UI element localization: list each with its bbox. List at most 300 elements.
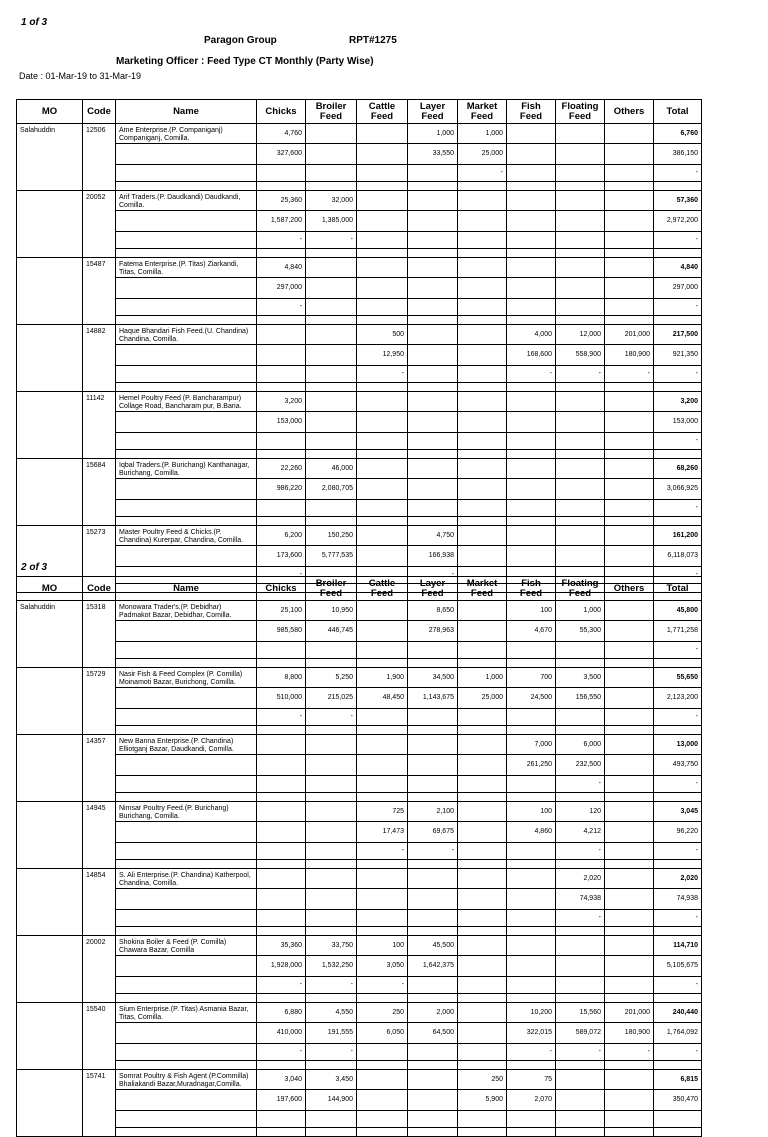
column-header: Broiler Feed xyxy=(306,577,357,601)
column-header: Layer Feed xyxy=(408,100,458,124)
table-row xyxy=(17,956,702,977)
mo-cell xyxy=(17,735,83,802)
value-cell xyxy=(357,211,408,232)
value-cell: 4,760 xyxy=(257,124,306,144)
spacer-cell xyxy=(654,927,702,936)
spacer-cell xyxy=(507,517,556,526)
value-cell xyxy=(556,165,605,182)
spacer-cell xyxy=(556,726,605,735)
table-row xyxy=(17,258,702,278)
value-cell xyxy=(458,299,507,316)
value-cell: 4,212 xyxy=(556,822,605,843)
spacer-cell xyxy=(408,793,458,802)
value-cell: 250 xyxy=(458,1070,507,1090)
value-cell xyxy=(507,709,556,726)
value-cell: 168,600 xyxy=(507,345,556,366)
value-cell xyxy=(458,735,507,755)
column-header: Code xyxy=(83,100,116,124)
value-cell: 3,050 xyxy=(357,956,408,977)
value-cell: 1,642,375 xyxy=(408,956,458,977)
spacer-cell xyxy=(408,1061,458,1070)
value-cell xyxy=(357,165,408,182)
value-cell: 297,000 xyxy=(257,278,306,299)
total-cell: - xyxy=(654,366,702,383)
value-cell xyxy=(507,392,556,412)
spacer-cell xyxy=(458,182,507,191)
value-cell xyxy=(408,325,458,345)
value-cell xyxy=(257,325,306,345)
value-cell xyxy=(605,433,654,450)
column-header: Others xyxy=(605,577,654,601)
spacer-cell xyxy=(257,793,306,802)
value-cell xyxy=(507,843,556,860)
spacer-cell xyxy=(605,249,654,258)
value-cell: 446,745 xyxy=(306,621,357,642)
name-blank-cell xyxy=(116,1111,257,1128)
name-blank-cell xyxy=(116,433,257,450)
value-cell: 4,550 xyxy=(306,1003,357,1023)
column-header: Market Feed xyxy=(458,100,507,124)
value-cell xyxy=(507,412,556,433)
name-blank-cell xyxy=(116,345,257,366)
table-row xyxy=(17,910,702,927)
value-cell xyxy=(507,165,556,182)
party-name-cell: Sium Enterprise.(P. Titas) Asmania Bazar, Titas, Comilla. xyxy=(116,1003,257,1023)
value-cell xyxy=(556,191,605,211)
name-blank-cell xyxy=(116,479,257,500)
value-cell xyxy=(408,278,458,299)
value-cell xyxy=(357,735,408,755)
value-cell xyxy=(605,910,654,927)
table-header-row xyxy=(17,100,702,124)
name-blank-cell xyxy=(116,910,257,927)
value-cell: 589,072 xyxy=(556,1023,605,1044)
value-cell xyxy=(357,299,408,316)
value-cell xyxy=(458,1111,507,1128)
value-cell xyxy=(458,709,507,726)
value-cell xyxy=(408,709,458,726)
value-cell: - xyxy=(556,776,605,793)
table-row xyxy=(17,668,702,688)
value-cell: 69,675 xyxy=(408,822,458,843)
party-name-cell: Haque Bhandari Fish Feed.(U. Chandina) Chandina, Comilla. xyxy=(116,325,257,345)
value-cell xyxy=(458,500,507,517)
value-cell xyxy=(605,642,654,659)
table-row xyxy=(17,1111,702,1128)
spacer-cell xyxy=(408,1128,458,1137)
spacer-cell xyxy=(357,860,408,869)
column-header: Fish Feed xyxy=(507,577,556,601)
value-cell: 5,777,535 xyxy=(306,546,357,567)
spacer-cell xyxy=(654,316,702,325)
value-cell: 34,500 xyxy=(408,668,458,688)
page-number: 2 of 3 xyxy=(21,562,48,573)
total-cell: 55,650 xyxy=(654,668,702,688)
value-cell: - xyxy=(605,366,654,383)
value-cell xyxy=(306,869,357,889)
code-cell: 15318 xyxy=(83,601,116,668)
spacer-cell xyxy=(654,726,702,735)
value-cell xyxy=(257,165,306,182)
value-cell xyxy=(556,479,605,500)
value-cell: 6,000 xyxy=(556,735,605,755)
value-cell xyxy=(458,910,507,927)
total-cell: 921,350 xyxy=(654,345,702,366)
spacer-cell xyxy=(116,860,257,869)
value-cell: 46,000 xyxy=(306,459,357,479)
value-cell: 197,600 xyxy=(257,1090,306,1111)
value-cell xyxy=(556,433,605,450)
name-blank-cell xyxy=(116,144,257,165)
value-cell: 166,938 xyxy=(408,546,458,567)
value-cell xyxy=(306,843,357,860)
value-cell xyxy=(605,232,654,249)
value-cell xyxy=(507,977,556,994)
name-blank-cell xyxy=(116,956,257,977)
column-header: Broiler Feed xyxy=(306,100,357,124)
spacer-cell xyxy=(507,316,556,325)
value-cell xyxy=(306,642,357,659)
total-cell: 96,220 xyxy=(654,822,702,843)
spacer-cell xyxy=(357,182,408,191)
total-cell: 6,118,073 xyxy=(654,546,702,567)
spacer-cell xyxy=(306,517,357,526)
column-header: MO xyxy=(17,100,83,124)
value-cell xyxy=(605,299,654,316)
total-cell: - xyxy=(654,977,702,994)
table-row xyxy=(17,165,702,182)
spacer-cell xyxy=(257,316,306,325)
value-cell: 278,963 xyxy=(408,621,458,642)
column-header: Name xyxy=(116,100,257,124)
value-cell: - xyxy=(605,1044,654,1061)
spacer-cell xyxy=(357,994,408,1003)
value-cell xyxy=(257,843,306,860)
mo-cell xyxy=(17,459,83,526)
mo-cell xyxy=(17,802,83,869)
value-cell xyxy=(458,936,507,956)
value-cell: 2,000 xyxy=(408,1003,458,1023)
spacer-cell xyxy=(458,726,507,735)
spacer-cell xyxy=(357,383,408,392)
party-spacer-row xyxy=(17,927,702,936)
mo-cell xyxy=(17,668,83,735)
value-cell xyxy=(605,546,654,567)
party-spacer-row xyxy=(17,450,702,459)
spacer-cell xyxy=(507,927,556,936)
report-subtitle: Marketing Officer : Feed Type CT Monthly (Party Wise) xyxy=(116,56,374,67)
value-cell xyxy=(357,433,408,450)
value-cell xyxy=(507,526,556,546)
spacer-cell xyxy=(357,659,408,668)
column-header: Chicks xyxy=(257,100,306,124)
value-cell xyxy=(458,956,507,977)
value-cell xyxy=(458,843,507,860)
spacer-cell xyxy=(408,659,458,668)
value-cell: 12,000 xyxy=(556,325,605,345)
value-cell xyxy=(306,325,357,345)
value-cell xyxy=(257,1111,306,1128)
value-cell: 250 xyxy=(357,1003,408,1023)
spacer-cell xyxy=(458,927,507,936)
value-cell: 6,050 xyxy=(357,1023,408,1044)
table-row xyxy=(17,1044,702,1061)
code-cell: 15273 xyxy=(83,526,116,593)
spacer-cell xyxy=(257,1128,306,1137)
value-cell: - xyxy=(257,1044,306,1061)
table-row xyxy=(17,1003,702,1023)
value-cell xyxy=(257,822,306,843)
spacer-cell xyxy=(654,450,702,459)
mo-cell: Salahuddin xyxy=(17,601,83,668)
mo-cell xyxy=(17,258,83,325)
value-cell: - xyxy=(306,709,357,726)
spacer-cell xyxy=(556,793,605,802)
value-cell: 1,000 xyxy=(556,601,605,621)
value-cell xyxy=(357,479,408,500)
mo-cell xyxy=(17,325,83,392)
value-cell xyxy=(357,124,408,144)
total-cell: 493,750 xyxy=(654,755,702,776)
value-cell xyxy=(605,668,654,688)
value-cell xyxy=(458,412,507,433)
value-cell xyxy=(605,802,654,822)
value-cell: 2,070 xyxy=(507,1090,556,1111)
value-cell xyxy=(507,546,556,567)
spacer-cell xyxy=(257,860,306,869)
table-row xyxy=(17,325,702,345)
value-cell: - xyxy=(306,232,357,249)
value-cell: 700 xyxy=(507,668,556,688)
value-cell xyxy=(605,124,654,144)
value-cell xyxy=(408,1070,458,1090)
value-cell: 10,200 xyxy=(507,1003,556,1023)
value-cell xyxy=(605,211,654,232)
code-cell: 15684 xyxy=(83,459,116,526)
value-cell xyxy=(556,299,605,316)
spacer-cell xyxy=(357,316,408,325)
value-cell: 1,000 xyxy=(408,124,458,144)
code-cell: 15741 xyxy=(83,1070,116,1137)
value-cell xyxy=(408,889,458,910)
value-cell xyxy=(357,258,408,278)
value-cell xyxy=(257,735,306,755)
spacer-cell xyxy=(605,659,654,668)
spacer-cell xyxy=(458,517,507,526)
value-cell xyxy=(408,869,458,889)
table-row xyxy=(17,977,702,994)
value-cell: 4,840 xyxy=(257,258,306,278)
value-cell xyxy=(556,956,605,977)
column-header: Layer Feed xyxy=(408,577,458,601)
spacer-cell xyxy=(458,450,507,459)
value-cell xyxy=(257,433,306,450)
value-cell xyxy=(605,936,654,956)
value-cell xyxy=(556,124,605,144)
value-cell: 22,260 xyxy=(257,459,306,479)
value-cell: 32,000 xyxy=(306,191,357,211)
code-cell: 14854 xyxy=(83,869,116,936)
spacer-cell xyxy=(116,249,257,258)
value-cell xyxy=(458,822,507,843)
party-name-cell: Monowara Trader's.(P. Debidhar) Padmakot Bazar, Debidhar, Comilla. xyxy=(116,601,257,621)
value-cell: 75 xyxy=(507,1070,556,1090)
spacer-cell xyxy=(507,726,556,735)
value-cell xyxy=(408,1090,458,1111)
value-cell xyxy=(556,144,605,165)
spacer-cell xyxy=(116,726,257,735)
total-cell: - xyxy=(654,1044,702,1061)
value-cell xyxy=(458,433,507,450)
table-row xyxy=(17,889,702,910)
spacer-cell xyxy=(556,1061,605,1070)
value-cell xyxy=(507,433,556,450)
value-cell xyxy=(408,755,458,776)
total-cell: 217,500 xyxy=(654,325,702,345)
spacer-cell xyxy=(306,927,357,936)
value-cell: 1,532,250 xyxy=(306,956,357,977)
mo-cell xyxy=(17,1070,83,1137)
value-cell xyxy=(306,500,357,517)
value-cell xyxy=(408,642,458,659)
value-cell xyxy=(507,479,556,500)
value-cell xyxy=(556,412,605,433)
table-row xyxy=(17,869,702,889)
spacer-cell xyxy=(507,450,556,459)
value-cell xyxy=(257,500,306,517)
value-cell: 12,950 xyxy=(357,345,408,366)
value-cell: 6,880 xyxy=(257,1003,306,1023)
total-cell: - xyxy=(654,500,702,517)
table-row xyxy=(17,601,702,621)
value-cell xyxy=(458,526,507,546)
total-cell: 350,470 xyxy=(654,1090,702,1111)
value-cell xyxy=(357,755,408,776)
value-cell: - xyxy=(556,1044,605,1061)
value-cell xyxy=(507,211,556,232)
table-row xyxy=(17,500,702,517)
value-cell: 3,500 xyxy=(556,668,605,688)
value-cell xyxy=(306,822,357,843)
value-cell xyxy=(357,910,408,927)
spacer-cell xyxy=(306,1061,357,1070)
value-cell xyxy=(458,211,507,232)
table-row xyxy=(17,479,702,500)
value-cell xyxy=(257,345,306,366)
spacer-cell xyxy=(507,182,556,191)
spacer-cell xyxy=(556,316,605,325)
value-cell xyxy=(605,165,654,182)
spacer-cell xyxy=(507,793,556,802)
value-cell: - xyxy=(357,843,408,860)
date-range: Date : 01-Mar-19 to 31-Mar-19 xyxy=(19,71,142,81)
value-cell xyxy=(458,1044,507,1061)
column-header: Market Feed xyxy=(458,577,507,601)
table-row xyxy=(17,232,702,249)
spacer-cell xyxy=(408,927,458,936)
spacer-cell xyxy=(458,793,507,802)
party-spacer-row xyxy=(17,659,702,668)
value-cell xyxy=(605,526,654,546)
total-cell: 2,123,200 xyxy=(654,688,702,709)
table-row xyxy=(17,191,702,211)
value-cell xyxy=(408,1044,458,1061)
total-cell xyxy=(654,1111,702,1128)
total-cell: 4,840 xyxy=(654,258,702,278)
value-cell: 500 xyxy=(357,325,408,345)
value-cell: 327,600 xyxy=(257,144,306,165)
name-blank-cell xyxy=(116,500,257,517)
code-cell: 11142 xyxy=(83,392,116,459)
value-cell xyxy=(408,191,458,211)
value-cell xyxy=(357,621,408,642)
value-cell xyxy=(458,642,507,659)
value-cell: 1,900 xyxy=(357,668,408,688)
value-cell: 25,360 xyxy=(257,191,306,211)
total-cell: 2,972,200 xyxy=(654,211,702,232)
spacer-cell xyxy=(605,726,654,735)
value-cell: 7,000 xyxy=(507,735,556,755)
code-cell: 14882 xyxy=(83,325,116,392)
spacer-cell xyxy=(408,182,458,191)
value-cell: 3,450 xyxy=(306,1070,357,1090)
value-cell: 156,550 xyxy=(556,688,605,709)
name-blank-cell xyxy=(116,843,257,860)
mo-cell xyxy=(17,191,83,258)
party-name-cell: Somrat Poultry & Fish Agent (P.Commilla) Bhaliakandi Bazar,Muradnagar,Comilla. xyxy=(116,1070,257,1090)
column-header: MO xyxy=(17,577,83,601)
name-blank-cell xyxy=(116,232,257,249)
total-cell: 57,360 xyxy=(654,191,702,211)
column-header: Cattle Feed xyxy=(357,577,408,601)
party-spacer-row xyxy=(17,1128,702,1137)
value-cell xyxy=(408,1111,458,1128)
value-cell xyxy=(458,755,507,776)
report-table-page-1 xyxy=(16,99,702,593)
value-cell: - xyxy=(507,1044,556,1061)
report-number: RPT#1275 xyxy=(349,35,397,46)
value-cell xyxy=(306,258,357,278)
spacer-cell xyxy=(306,1128,357,1137)
column-header: Floating Feed xyxy=(556,577,605,601)
total-cell: 5,105,675 xyxy=(654,956,702,977)
value-cell xyxy=(458,366,507,383)
value-cell xyxy=(556,392,605,412)
spacer-cell xyxy=(357,726,408,735)
spacer-cell xyxy=(654,994,702,1003)
value-cell: - xyxy=(257,299,306,316)
value-cell: 5,250 xyxy=(306,668,357,688)
spacer-cell xyxy=(116,927,257,936)
value-cell: 150,250 xyxy=(306,526,357,546)
party-spacer-row xyxy=(17,994,702,1003)
value-cell xyxy=(556,1070,605,1090)
value-cell: 5,900 xyxy=(458,1090,507,1111)
spacer-cell xyxy=(507,1128,556,1137)
value-cell xyxy=(357,642,408,659)
value-cell: - xyxy=(257,977,306,994)
value-cell: 100 xyxy=(507,802,556,822)
spacer-cell xyxy=(605,316,654,325)
spacer-cell xyxy=(116,659,257,668)
value-cell: - xyxy=(357,366,408,383)
name-blank-cell xyxy=(116,642,257,659)
value-cell: - xyxy=(408,843,458,860)
value-cell xyxy=(408,258,458,278)
mo-cell xyxy=(17,936,83,1003)
spacer-cell xyxy=(605,860,654,869)
value-cell: - xyxy=(357,977,408,994)
